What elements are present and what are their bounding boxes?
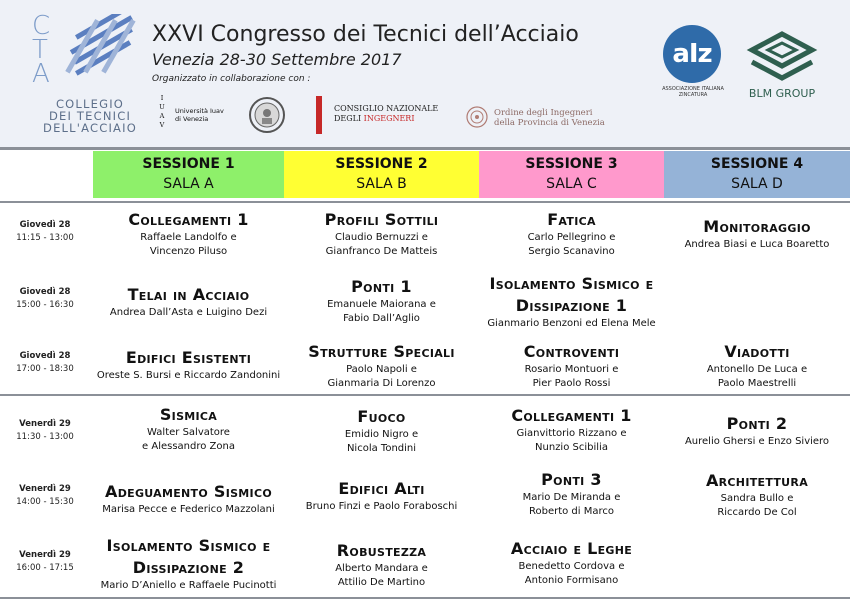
cta-letters (32, 11, 60, 89)
iuav-logo (157, 94, 242, 138)
talk-speakers: Vincenzo Piluso (149, 246, 228, 257)
talk-speakers: Nunzio Scibilia (535, 442, 608, 453)
slot-time: 17:00 - 18:30 (16, 364, 74, 374)
ordine-name-line2: della Provincia di Venezia (494, 118, 605, 128)
talk-title: Collegamenti 1 (511, 406, 632, 425)
talk-cell (479, 273, 664, 331)
slot-day: Giovedì 28 (19, 351, 71, 361)
cni-mark-icon (316, 96, 322, 134)
talk-cell (479, 538, 664, 588)
talk-speakers: e Alessandro Zona (142, 441, 235, 452)
talk-title: Profili Sottili (324, 210, 439, 229)
event-title: XXVI Congresso dei Tecnici dell’Acciaio (152, 22, 579, 47)
cta-letter-a: A (32, 59, 51, 89)
talk-cell (479, 209, 664, 259)
talk-speakers: Walter Salvatore (147, 427, 230, 438)
event-dates: Venezia 28-30 Settembre 2017 (152, 50, 402, 69)
talk-speakers: Sergio Scanavino (528, 246, 615, 257)
talk-speakers: Gianmario Benzoni ed Elena Mele (487, 318, 656, 329)
time-slot (5, 418, 85, 444)
header-banner (0, 0, 850, 147)
talk-speakers: Marisa Pecce e Federico Mazzolani (102, 504, 275, 515)
talk-speakers: Alberto Mandara e (335, 563, 428, 574)
session-number: SESSIONE 4 (710, 156, 804, 172)
iuav-letters (157, 94, 167, 130)
talk-title: Ponti 1 (351, 277, 412, 296)
university-seal-icon (248, 96, 286, 134)
talk-cell (664, 470, 850, 520)
talk-cell (93, 347, 284, 383)
talk-speakers: Riccardo De Col (717, 507, 797, 518)
talk-title: Dissipazione 1 (515, 296, 628, 315)
cni-name (334, 104, 438, 124)
slot-day: Giovedì 28 (19, 287, 71, 297)
talk-speakers: Gianmaria Di Lorenzo (327, 378, 436, 389)
talk-title: Strutture Speciali (308, 342, 455, 361)
talk-title: Robustezza (336, 541, 427, 560)
talk-speakers: Paolo Maestrelli (717, 378, 797, 389)
talk-title: Edifici Alti (338, 479, 425, 498)
header-divider (0, 201, 850, 203)
talk-title: Monitoraggio (703, 217, 811, 236)
talk-cell (664, 413, 850, 449)
time-slot (5, 549, 85, 575)
talk-speakers: Mario De Miranda e (522, 492, 621, 503)
schedule-top-rule (0, 147, 850, 150)
talk-speakers: Fabio Dall’Aglio (343, 313, 420, 324)
ordine-name-line1: Ordine degli Ingegneri (494, 108, 593, 118)
talk-title: Telai in Acciaio (127, 285, 250, 304)
talk-speakers: Pier Paolo Rossi (532, 378, 611, 389)
talk-cell (284, 406, 479, 456)
talk-speakers: Roberto di Marco (528, 506, 614, 517)
time-slot (5, 483, 85, 509)
talk-speakers: Mario D’Aniello e Raffaele Pucinotti (100, 580, 277, 591)
talk-speakers: Aurelio Ghersi e Enzo Siviero (684, 436, 830, 447)
blm-caption: BLM GROUP (748, 87, 816, 100)
session-header-3 (479, 151, 664, 198)
cni-name-line2 (334, 114, 438, 124)
cni-degli: DEGLI (334, 114, 364, 123)
talk-speakers: Andrea Biasi e Luca Boaretto (684, 239, 830, 250)
session-number: SESSIONE 3 (525, 156, 618, 172)
aiz-mark-icon: aIz (663, 25, 721, 83)
aiz-caption-line2: ZINCATURA (678, 92, 708, 98)
time-slot (5, 286, 85, 312)
talk-speakers: Claudio Bernuzzi e (335, 232, 428, 243)
talk-cell (284, 276, 479, 326)
talk-speakers: Antonio Formisano (524, 575, 619, 586)
iuav-name-line1: Università Iuav (175, 107, 224, 115)
talk-title: Acciaio e Leghe (510, 539, 633, 558)
blm-logo (744, 28, 820, 104)
talk-title: Sismica (159, 405, 218, 424)
slot-day: Giovedì 28 (19, 220, 71, 230)
talk-speakers: Raffaele Landolfo e (140, 232, 237, 243)
talk-title: Fatica (547, 210, 596, 229)
bottom-rule (0, 597, 850, 599)
slot-time: 16:00 - 17:15 (16, 563, 74, 573)
blm-mark-icon (744, 28, 820, 84)
talk-speakers: Bruno Finzi e Paolo Foraboschi (305, 501, 458, 512)
talk-title: Controventi (523, 342, 620, 361)
slot-day: Venerdì 29 (19, 550, 71, 560)
slot-time: 11:30 - 13:00 (16, 432, 74, 442)
talk-title: Dissipazione 2 (132, 558, 245, 577)
talk-title: Isolamento Sismico e (106, 536, 271, 555)
time-slot (5, 350, 85, 376)
talk-speakers: Carlo Pellegrino e (527, 232, 616, 243)
cta-name-line3: DELL'ACCIAIO (43, 121, 137, 135)
slot-day: Venerdì 29 (19, 484, 71, 494)
talk-speakers: Paolo Napoli e (346, 364, 417, 375)
talk-title: Architettura (705, 471, 809, 490)
session-room: SALA B (356, 176, 407, 192)
talk-cell (284, 540, 479, 590)
talk-title: Edifici Esistenti (125, 348, 252, 367)
talk-speakers: Gianvittorio Rizzano e (516, 428, 627, 439)
talk-cell (664, 341, 850, 391)
cni-ingegneri: INGEGNERI (363, 114, 415, 123)
talk-cell (479, 405, 664, 455)
iuav-letter: V (159, 121, 165, 129)
iuav-letter: I (160, 94, 164, 102)
slot-day: Venerdì 29 (19, 419, 71, 429)
talk-speakers: Oreste S. Bursi e Riccardo Zandonini (96, 370, 281, 381)
ordine-seal-icon (466, 106, 488, 128)
talk-title: Adeguamento Sismico (105, 482, 272, 501)
cta-name-line2: DEI TECNICI (48, 109, 132, 123)
slot-time: 11:15 - 13:00 (16, 233, 74, 243)
talk-speakers: Emidio Nigro e (344, 429, 419, 440)
session-header-1 (93, 151, 284, 198)
session-room: SALA A (163, 176, 214, 192)
cta-letter-c: C (32, 11, 52, 41)
cta-logo (30, 12, 150, 142)
talk-cell (479, 341, 664, 391)
talk-title: Viadotti (724, 342, 790, 361)
cni-name-line1: CONSIGLIO NAZIONALE (334, 104, 439, 113)
talk-title: Isolamento Sismico e (489, 274, 654, 293)
talk-speakers: Sandra Bullo e (720, 493, 794, 504)
session-room: SALA D (731, 176, 783, 192)
ordine-logo (466, 106, 606, 132)
talk-title: Collegamenti 1 (128, 210, 249, 229)
talk-speakers: Andrea Dall’Asta e Luigino Dezi (109, 307, 268, 318)
iuav-name (175, 107, 224, 123)
aiz-logo (660, 25, 726, 105)
talk-cell (93, 535, 284, 593)
talk-title: Fuoco (357, 407, 406, 426)
talk-speakers: Gianfranco De Matteis (325, 246, 438, 257)
session-number: SESSIONE 1 (142, 156, 235, 172)
talk-cell (93, 284, 284, 320)
iuav-letter: U (159, 103, 165, 111)
aiz-caption-line1: ASSOCIAZIONE ITALIANA (662, 86, 724, 92)
iuav-letter: A (159, 112, 165, 120)
aiz-caption (660, 86, 726, 98)
ordine-name (494, 108, 605, 128)
talk-cell (93, 209, 284, 259)
talk-speakers: Antonello De Luca e (706, 364, 808, 375)
talk-speakers: Attilio De Martino (337, 577, 426, 588)
talk-speakers: Nicola Tondini (346, 443, 417, 454)
talk-speakers: Benedetto Cordova e (518, 561, 625, 572)
slot-time: 14:00 - 15:30 (16, 497, 74, 507)
talk-cell (479, 469, 664, 519)
talk-speakers: Rosario Montuori e (524, 364, 619, 375)
cta-name (30, 98, 150, 134)
slot-time: 15:00 - 16:30 (16, 300, 74, 310)
talk-title: Ponti 3 (541, 470, 602, 489)
cta-name-line1: COLLEGIO (55, 97, 125, 111)
time-slot (5, 219, 85, 245)
steel-grid-icon (62, 14, 142, 84)
talk-cell (284, 341, 479, 391)
session-header-2 (284, 151, 479, 198)
talk-cell (284, 209, 479, 259)
talk-speakers: Emanuele Maiorana e (327, 299, 436, 310)
talk-cell (664, 216, 850, 252)
talk-cell (93, 404, 284, 454)
iuav-name-line2: di Venezia (175, 115, 209, 123)
cni-logo (316, 96, 446, 136)
cta-letter-t: T (32, 35, 49, 65)
talk-title: Ponti 2 (726, 414, 788, 433)
session-number: SESSIONE 2 (335, 156, 428, 172)
organized-label: Organizzato in collaborazione con : (152, 74, 311, 84)
session-room: SALA C (546, 176, 597, 192)
session-header-4 (664, 151, 850, 198)
talk-cell (93, 481, 284, 517)
talk-cell (284, 478, 479, 514)
day-divider (0, 394, 850, 396)
